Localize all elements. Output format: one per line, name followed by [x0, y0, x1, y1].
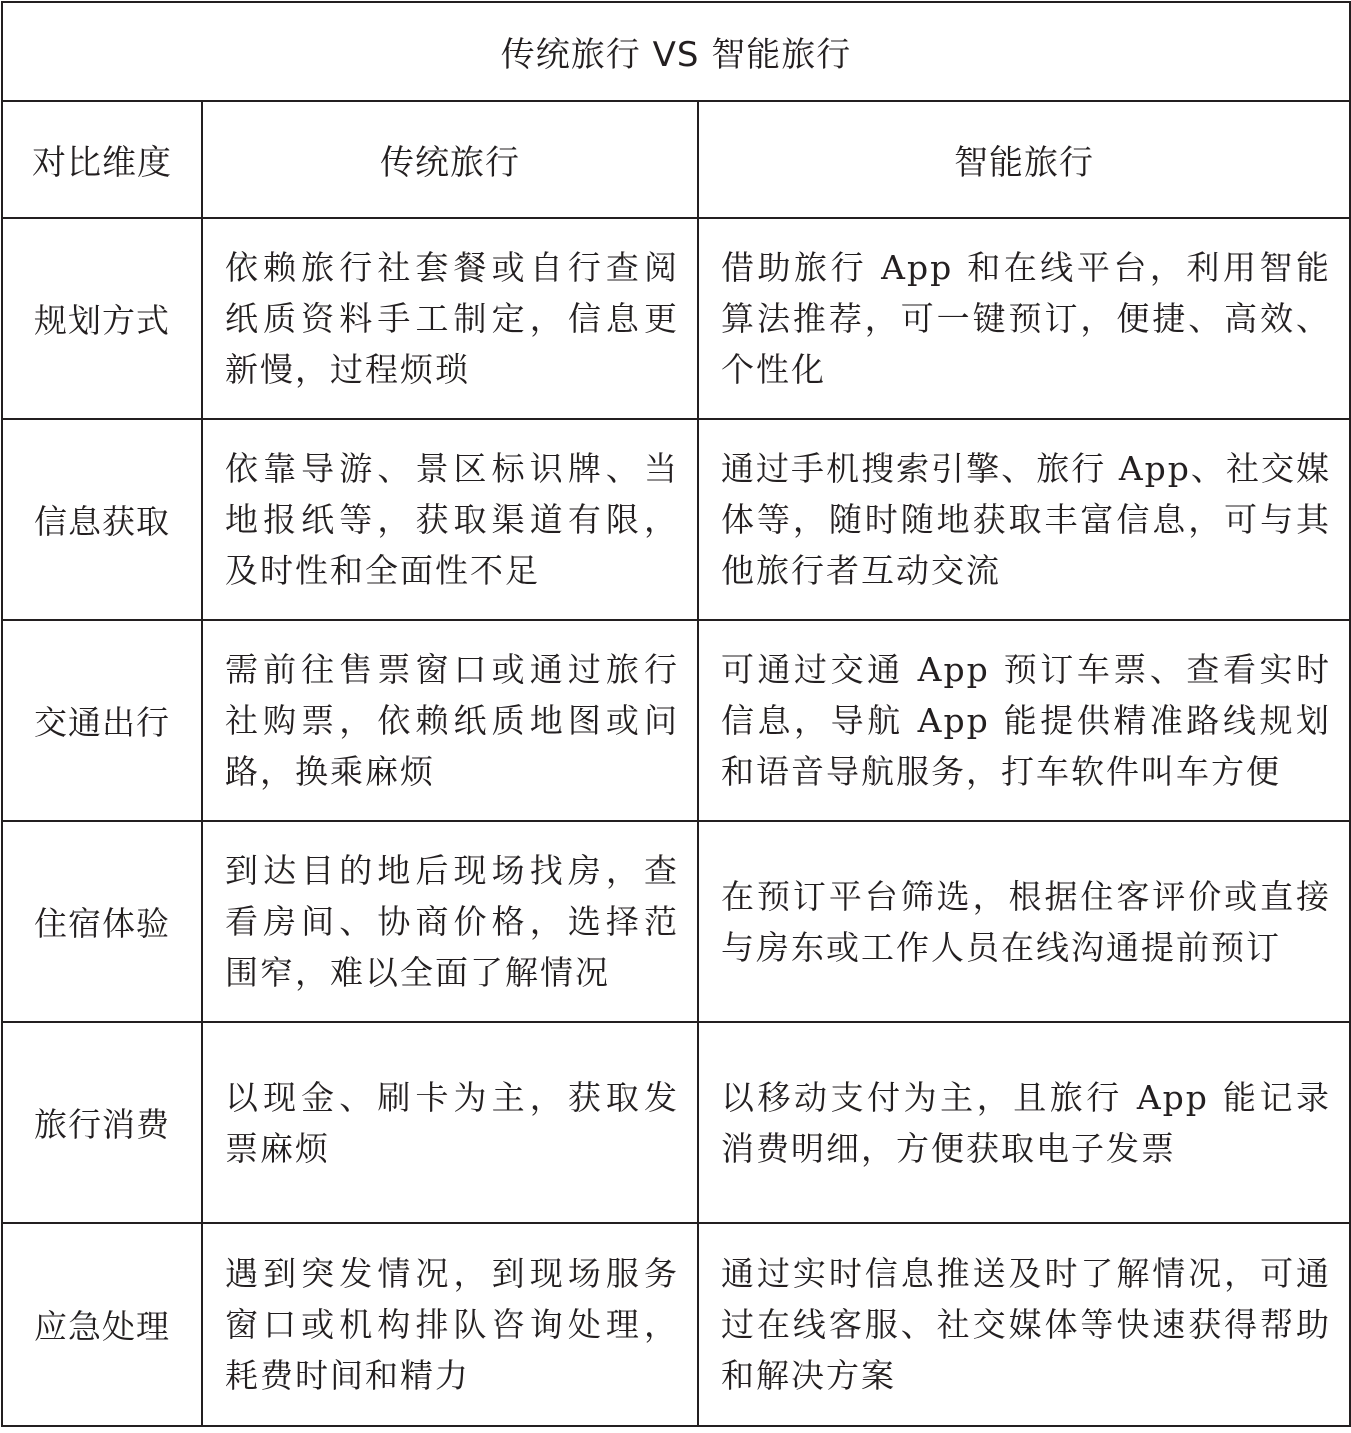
row-dimension: 信息获取 — [2, 419, 202, 620]
table-row — [2, 419, 1350, 620]
header-row — [2, 101, 1350, 218]
table-row — [2, 620, 1350, 821]
row-smart: 可通过交通 App 预订车票、查看实时信息，导航 App 能提供精准路线规划和语音导航服务，打车软件叫车方便 — [698, 620, 1350, 821]
row-smart: 通过手机搜索引擎、旅行 App、社交媒体等，随时随地获取丰富信息，可与其他旅行者互动交流 — [698, 419, 1350, 620]
header-smart: 智能旅行 — [698, 101, 1350, 218]
row-traditional: 依靠导游、景区标识牌、当地报纸等，获取渠道有限，及时性和全面性不足 — [202, 419, 698, 620]
row-traditional: 以现金、刷卡为主，获取发票麻烦 — [202, 1022, 698, 1223]
table-title: 传统旅行 VS 智能旅行 — [2, 2, 1350, 101]
row-traditional: 遇到突发情况，到现场服务窗口或机构排队咨询处理，耗费时间和精力 — [202, 1223, 698, 1426]
row-smart: 借助旅行 App 和在线平台，利用智能算法推荐，可一键预订，便捷、高效、个性化 — [698, 218, 1350, 419]
row-traditional: 依赖旅行社套餐或自行查阅纸质资料手工制定，信息更新慢，过程烦琐 — [202, 218, 698, 419]
title-row — [2, 2, 1350, 101]
row-dimension: 应急处理 — [2, 1223, 202, 1426]
table-row — [2, 1223, 1350, 1426]
row-traditional: 需前往售票窗口或通过旅行社购票，依赖纸质地图或问路，换乘麻烦 — [202, 620, 698, 821]
header-dimension: 对比维度 — [2, 101, 202, 218]
header-traditional: 传统旅行 — [202, 101, 698, 218]
comparison-table — [1, 1, 1351, 1427]
row-smart: 通过实时信息推送及时了解情况，可通过在线客服、社交媒体等快速获得帮助和解决方案 — [698, 1223, 1350, 1426]
row-dimension: 住宿体验 — [2, 821, 202, 1022]
row-dimension: 旅行消费 — [2, 1022, 202, 1223]
row-traditional: 到达目的地后现场找房，查看房间、协商价格，选择范围窄，难以全面了解情况 — [202, 821, 698, 1022]
table-row — [2, 1022, 1350, 1223]
row-smart: 以移动支付为主，且旅行 App 能记录消费明细，方便获取电子发票 — [698, 1022, 1350, 1223]
row-dimension: 交通出行 — [2, 620, 202, 821]
table-row — [2, 218, 1350, 419]
row-dimension: 规划方式 — [2, 218, 202, 419]
row-smart: 在预订平台筛选，根据住客评价或直接与房东或工作人员在线沟通提前预订 — [698, 821, 1350, 1022]
table-row — [2, 821, 1350, 1022]
